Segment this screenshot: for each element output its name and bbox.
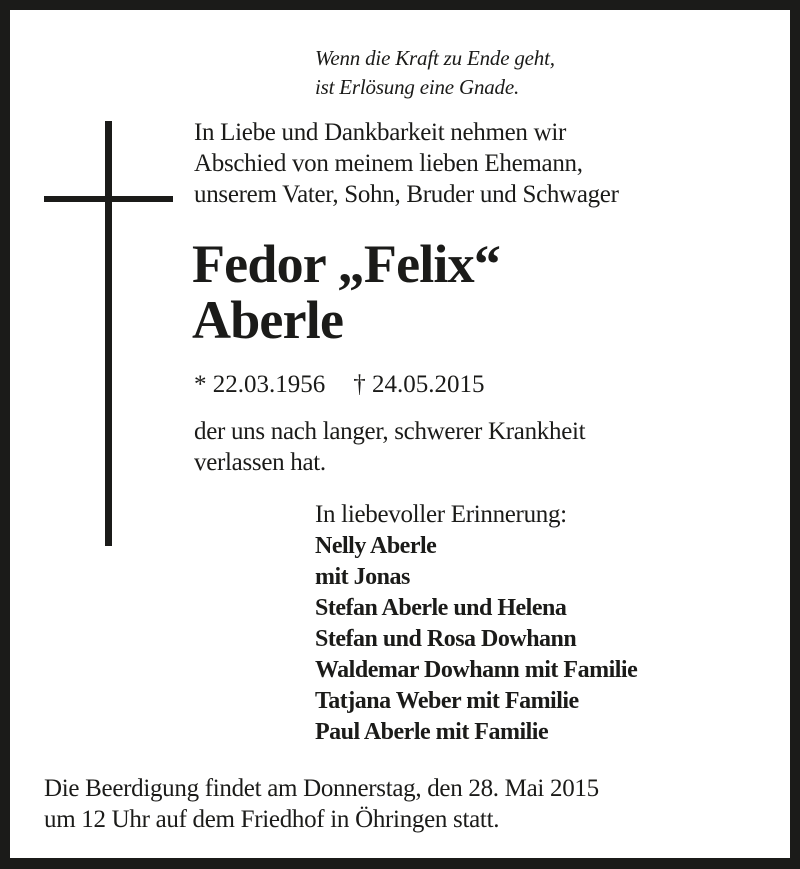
mourner-item: Stefan und Rosa Dowhann xyxy=(315,626,577,652)
intro-line: In Liebe und Dankbarkeit nehmen wir xyxy=(194,119,567,146)
cross-icon-horizontal-bar xyxy=(44,196,173,202)
mourner-item: Tatjana Weber mit Familie xyxy=(315,688,579,714)
mourner-item: Nelly Aberle xyxy=(315,533,437,559)
deceased-name xyxy=(192,236,500,348)
mourners-list xyxy=(315,531,637,748)
motto-line: Wenn die Kraft zu Ende geht, xyxy=(315,46,555,70)
motto-line: ist Erlösung eine Gnade. xyxy=(315,75,520,99)
remembrance-heading: In liebevoller Erinnerung: xyxy=(315,501,567,528)
intro-line: Abschied von meinem lieben Ehemann, xyxy=(194,150,583,177)
mourner-item: mit Jonas xyxy=(315,564,410,590)
intro-line: unserem Vater, Sohn, Bruder und Schwager xyxy=(194,181,619,208)
cross-icon-vertical-bar xyxy=(105,121,112,546)
closing-text xyxy=(194,416,585,478)
deceased-name-line: Fedor „Felix“ xyxy=(192,234,501,294)
funeral-line: um 12 Uhr auf dem Friedhof in Öhringen statt. xyxy=(44,806,500,833)
funeral-info xyxy=(44,773,599,835)
remembrance-section xyxy=(315,498,637,748)
motto-quote xyxy=(315,44,555,102)
mourner-item: Paul Aberle mit Familie xyxy=(315,719,549,745)
mourner-item: Waldemar Dowhann mit Familie xyxy=(315,657,638,683)
deceased-name-line: Aberle xyxy=(192,290,344,350)
life-dates xyxy=(194,370,485,400)
birth-date: * 22.03.1956 xyxy=(194,371,326,398)
closing-line: verlassen hat. xyxy=(194,449,326,476)
obituary-notice xyxy=(10,10,790,858)
mourner-item: Stefan Aberle und Helena xyxy=(315,595,567,621)
closing-line: der uns nach langer, schwerer Krankheit xyxy=(194,418,586,445)
death-date: † 24.05.2015 xyxy=(353,371,485,398)
intro-text xyxy=(194,117,619,210)
funeral-line: Die Beerdigung findet am Donnerstag, den 28. Mai 2015 xyxy=(44,775,599,802)
